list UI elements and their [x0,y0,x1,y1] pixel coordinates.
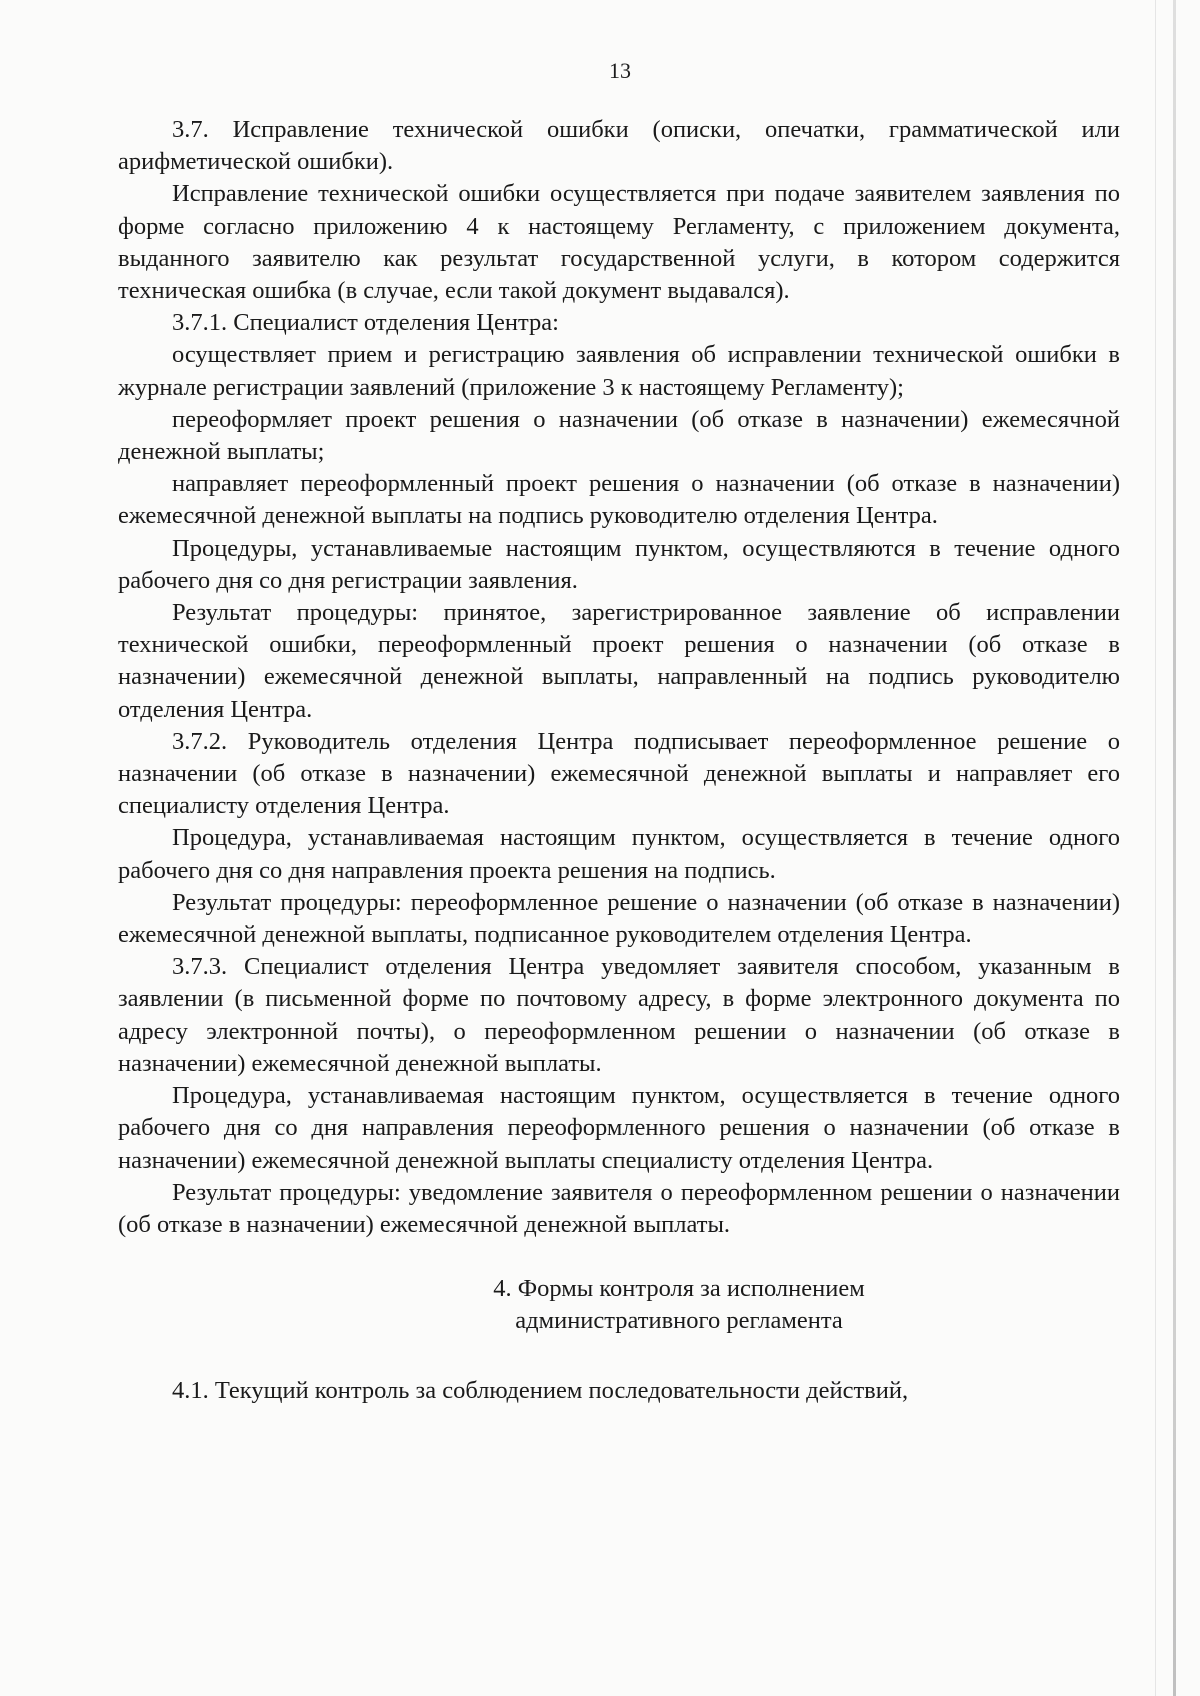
section-4-heading-line2: административного регламента [515,1307,843,1335]
paragraph: Исправление технической ошибки осуществляется при подаче заявителем заявления по форме согласно приложению 4 к настоящему Регламенту, с приложением документа, выданного заявителю как результат государственной услуги, в котором содержится техническая ошибка (в случае, если такой документ выдавался). [118,180,1120,305]
paragraph: Процедура, устанавливаемая настоящим пунктом, осуществляется в течение одного рабочего дня со дня направления проекта решения на подпись. [118,824,1120,884]
scan-edge-shadow [1173,0,1176,1696]
section-3-7-title: 3.7. Исправление технической ошибки (описки, опечатки, грамматической или арифметической ошибки). [118,116,1120,176]
paragraph: Результат процедуры: переоформленное решение о назначении (об отказе в назначении) ежемесячной денежной выплаты, подписанное руководителем отделения Центра. [118,888,1120,949]
paragraph: Процедура, устанавливаемая настоящим пунктом, осуществляется в течение одного рабочего дня со дня направления переоформленного решения о назначении (об отказе в назначении) ежемесячной денежной выплаты специалисту отделения Центра. [118,1082,1120,1174]
section-4-heading [118,1273,1120,1337]
section-3-7-3-paragraph: 3.7.3. Специалист отделения Центра уведомляет заявителя способом, указанным в заявлении (в письменной форме по почтовому адресу, в форме электронного документа по адресу электронной почты), о переоформленном решении о назначении (об отказе в назначении) ежемесячной денежной выплаты. [118,953,1120,1077]
paragraph: Результат процедуры: уведомление заявителя о переоформленном решении о назначении (об отказе в назначении) ежемесячной денежной выплаты. [118,1178,1120,1238]
page-number: 13 [609,58,631,83]
paragraph: переоформляет проект решения о назначении (об отказе в назначении) ежемесячной денежной выплаты; [118,405,1120,466]
document-body [118,114,1120,1407]
section-4-1-paragraph: 4.1. Текущий контроль за соблюдением последовательности действий, [172,1377,909,1405]
scan-edge-line [1155,0,1156,1696]
section-3-7-1-title: 3.7.1. Специалист отделения Центра: [172,309,559,337]
section-3-7-2-paragraph: 3.7.2. Руководитель отделения Центра подписывает переоформленное решение о назначении (об отказе в назначении) ежемесячной денежной выплаты и направляет его специалисту отделения Центра. [118,727,1120,820]
paragraph: Процедуры, устанавливаемые настоящим пунктом, осуществляются в течение одного рабочего дня со дня регистрации заявления. [118,534,1120,594]
paragraph: направляет переоформленный проект решения о назначении (об отказе в назначении) ежемесячной денежной выплаты на подпись руководителю отделения Центра. [118,470,1120,530]
section-4-heading-line1: 4. Формы контроля за исполнением [493,1275,865,1303]
paragraph: осуществляет прием и регистрацию заявления об исправлении технической ошибки в журнале регистрации заявлений (приложение 3 к настоящему Регламенту); [118,341,1120,401]
paragraph: Результат процедуры: принятое, зарегистрированное заявление об исправлении технической ошибки, переоформленный проект решения о назначении (об отказе в назначении) ежемесячной денежной выплаты, направленный на подпись руководителю отделения Центра. [118,599,1120,723]
